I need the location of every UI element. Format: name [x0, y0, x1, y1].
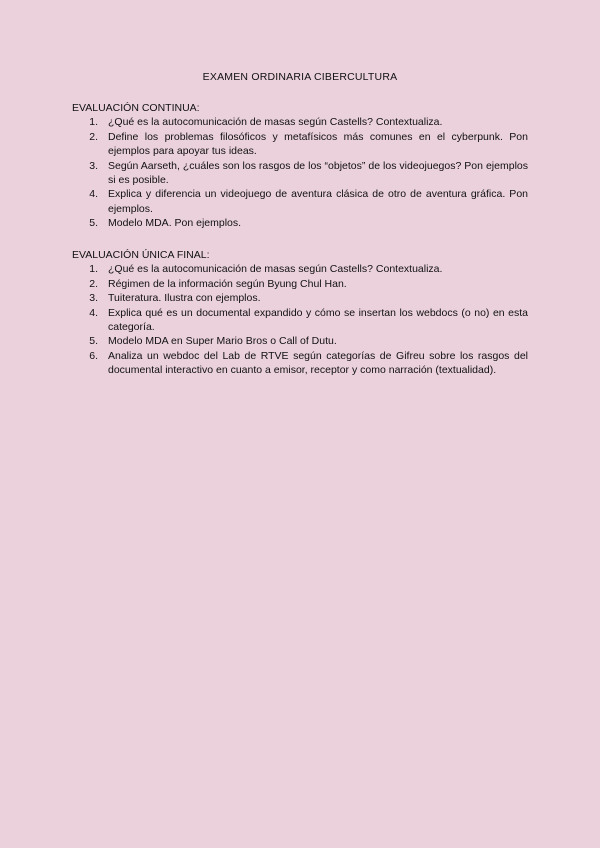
section-evaluacion-unica-final — [72, 248, 528, 378]
item-number: 3. — [89, 292, 98, 305]
item-number: 5. — [89, 217, 98, 230]
item-text: Explica y diferencia un videojuego de aventura clásica de otro de aventura gráfica. Pon ejemplos. — [108, 188, 528, 215]
list-item — [72, 159, 528, 188]
item-number: 4. — [89, 188, 98, 201]
list-item — [72, 115, 528, 129]
item-number: 1. — [89, 116, 98, 129]
question-list — [72, 262, 528, 377]
item-text: Modelo MDA. Pon ejemplos. — [108, 217, 242, 230]
list-item — [72, 291, 528, 305]
item-number: 3. — [89, 159, 98, 172]
item-text: Tuiteratura. Ilustra con ejemplos. — [108, 292, 261, 305]
item-number: 5. — [89, 335, 98, 348]
item-text: ¿Qué es la autocomunicación de masas según Castells? Contextualiza. — [108, 263, 443, 276]
list-item — [72, 187, 528, 216]
item-text: Explica qué es un documental expandido y cómo se insertan los webdocs (o no) en esta categoría. — [108, 306, 528, 334]
list-item — [72, 262, 528, 276]
item-text: Define los problemas filosóficos y metafísicos más comunes en el cyberpunk. Pon ejemplos para apoyar tus ideas. — [108, 130, 528, 158]
item-number: 2. — [89, 130, 98, 143]
item-number: 2. — [89, 277, 98, 290]
section-heading: EVALUACIÓN CONTINUA: — [72, 102, 200, 114]
item-text: Según Aarseth, ¿cuáles son los rasgos de los “objetos” de los videojuegos? Pon ejemplos si es posible. — [108, 159, 528, 187]
list-item — [72, 130, 528, 159]
list-item — [72, 334, 528, 348]
list-item — [72, 306, 528, 335]
item-text: ¿Qué es la autocomunicación de masas según Castells? Contextualiza. — [108, 116, 443, 129]
item-number: 1. — [89, 263, 98, 276]
item-text: Analiza un webdoc del Lab de RTVE según categorías de Gifreu sobre los rasgos del documental interactivo en cuanto a emisor, receptor y como narración (textualidad). — [108, 349, 528, 377]
section-evaluacion-continua — [72, 101, 528, 231]
list-item — [72, 349, 528, 378]
item-number: 4. — [89, 306, 98, 319]
list-item — [72, 216, 528, 230]
question-list — [72, 115, 528, 230]
document-title: EXAMEN ORDINARIA CIBERCULTURA — [202, 71, 398, 83]
section-heading: EVALUACIÓN ÚNICA FINAL: — [72, 249, 210, 261]
item-text: Modelo MDA en Super Mario Bros o Call of Dutu. — [108, 335, 337, 348]
item-number: 6. — [89, 349, 98, 362]
list-item — [72, 277, 528, 291]
item-text: Régimen de la información según Byung Chul Han. — [108, 277, 347, 290]
